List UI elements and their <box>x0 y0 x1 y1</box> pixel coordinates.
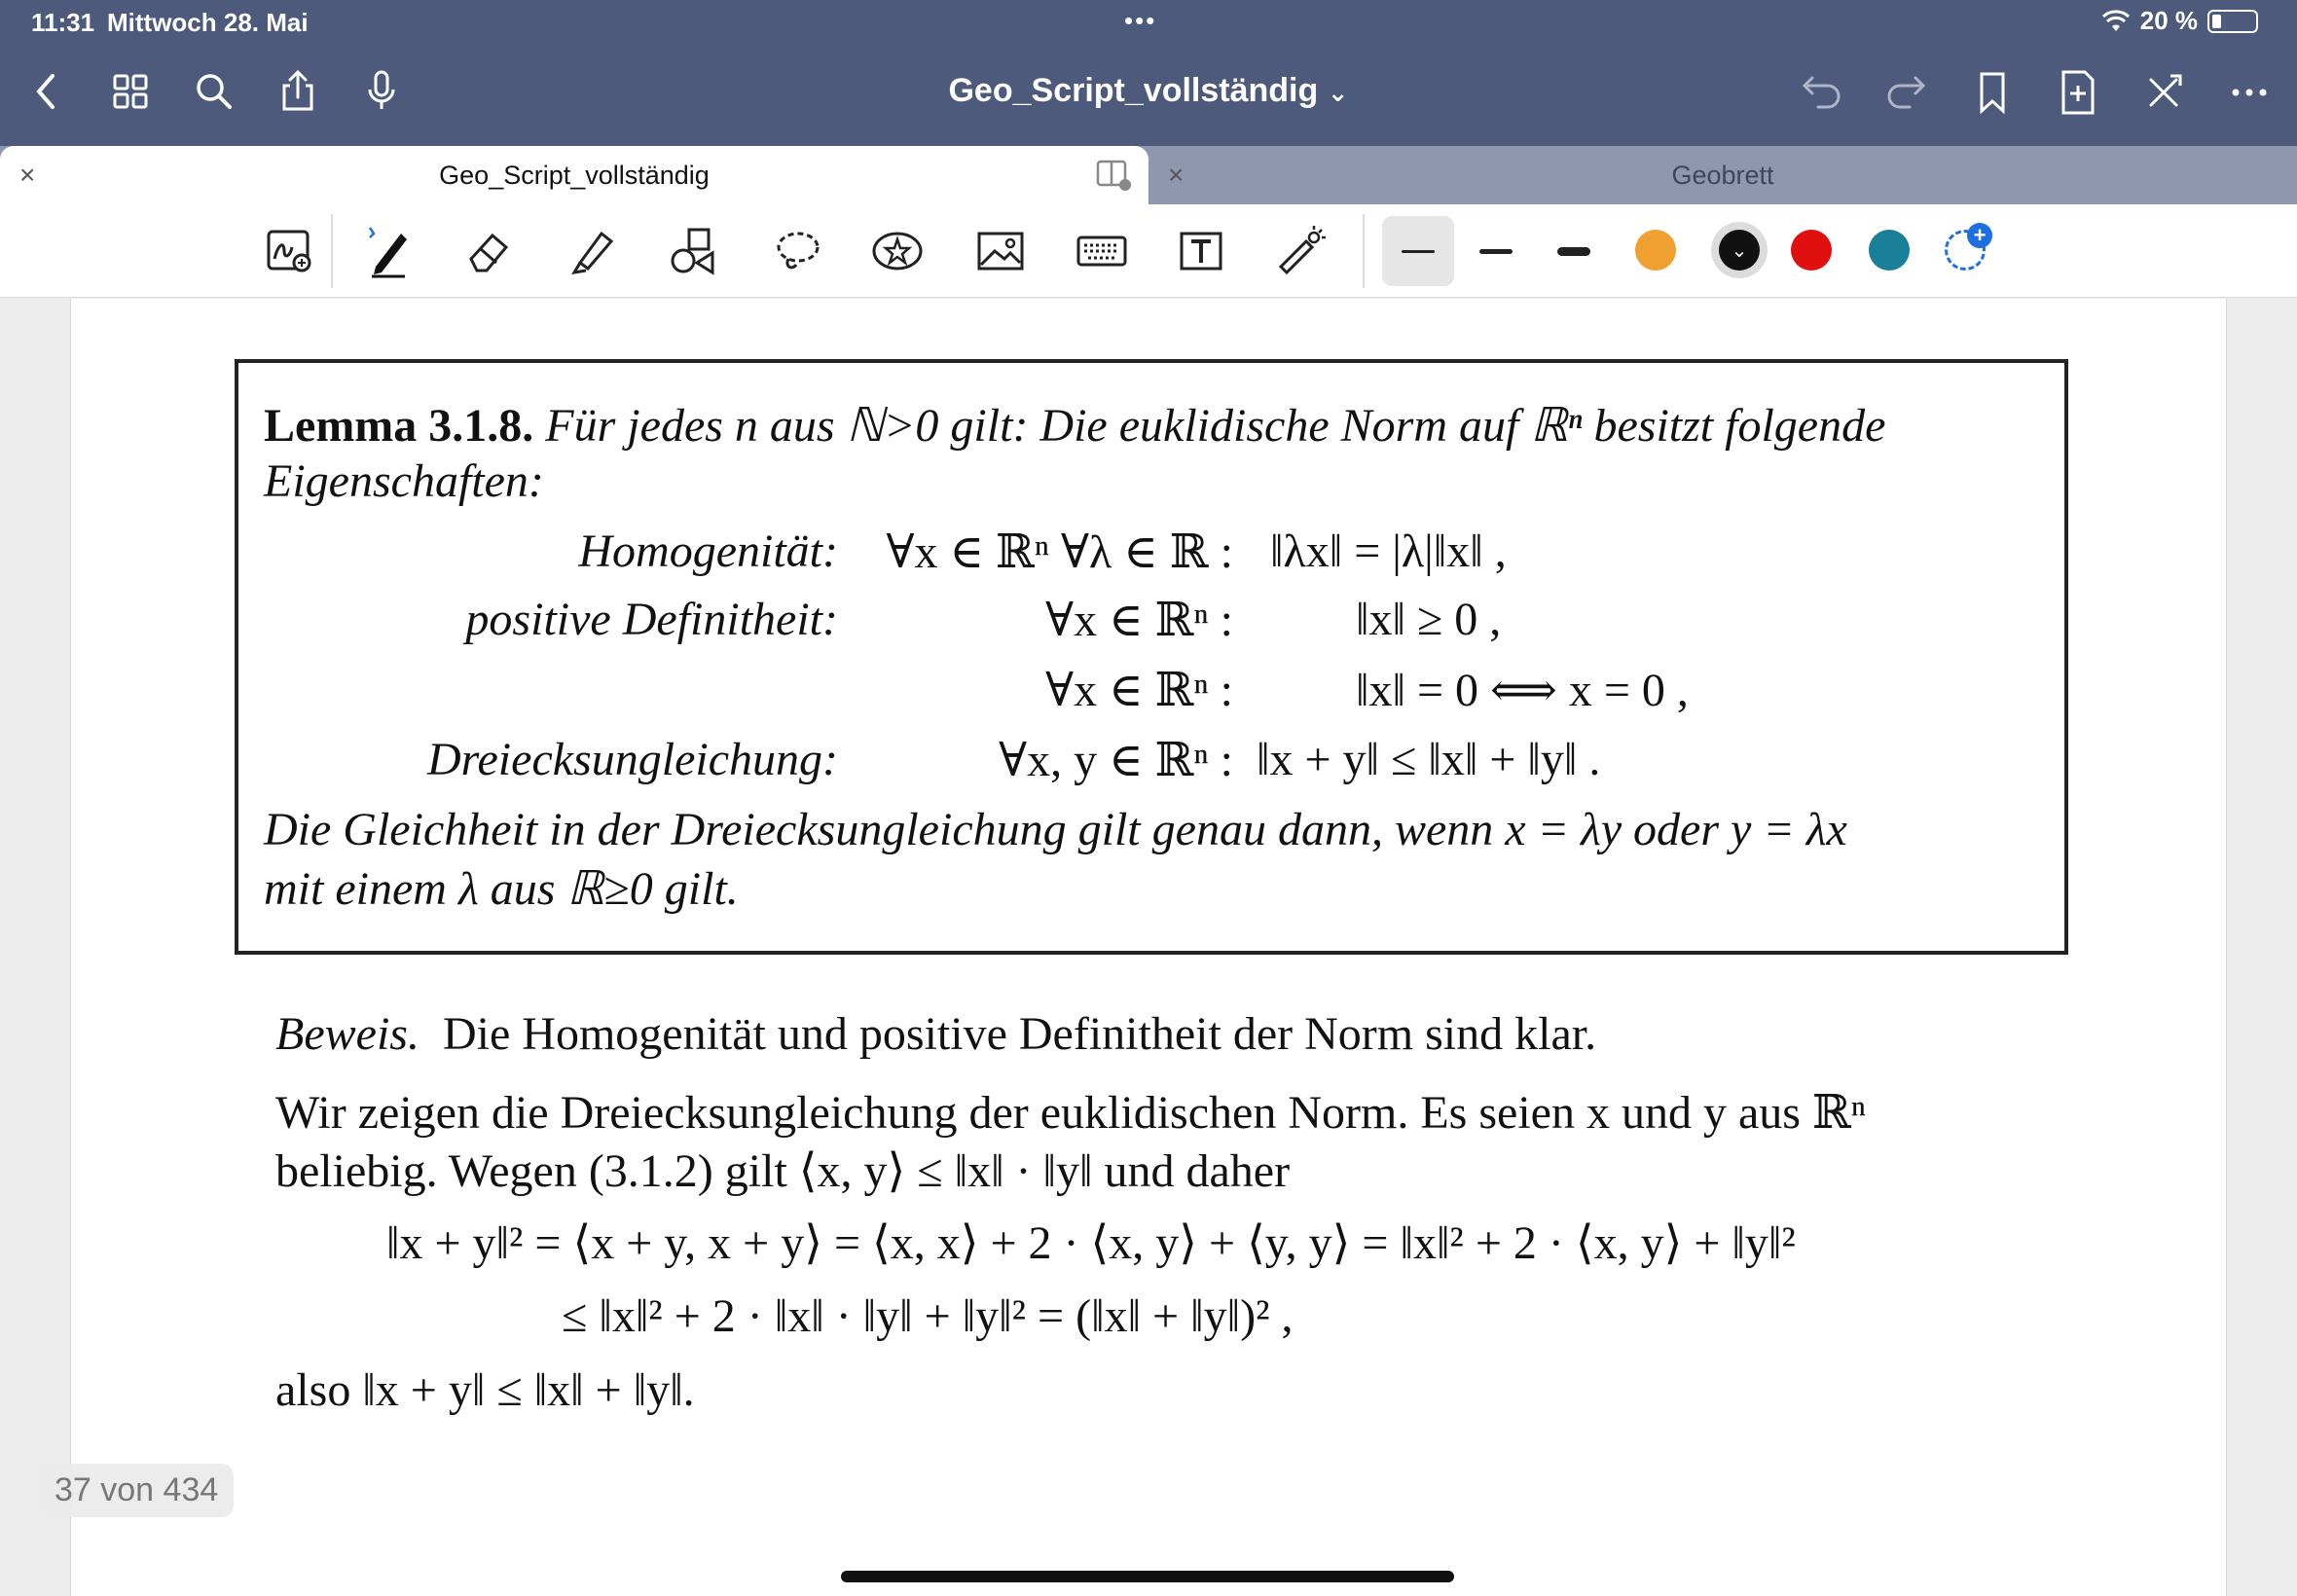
document-viewport[interactable] <box>0 299 2297 1596</box>
proof-line-3: beliebig. Wegen (3.1.2) gilt ⟨x, y⟩ ≤ ‖x‖ · ‖y‖ und daher <box>275 1145 1291 1197</box>
property-formula: ‖λx‖ = |λ|‖x‖ , <box>1270 526 1507 577</box>
bookmark-icon[interactable] <box>1964 64 2021 121</box>
stroke-medium-icon <box>1479 249 1513 254</box>
split-view-icon[interactable] <box>1094 158 1133 193</box>
document-title-text[interactable]: Geo_Script_vollständig <box>948 72 1319 109</box>
tab-label: Geobrett <box>1671 160 1774 190</box>
color-teal[interactable] <box>1869 230 1910 271</box>
color-black-selected[interactable] <box>1711 222 1768 278</box>
laser-pointer-icon[interactable] <box>1271 222 1330 280</box>
property-quantifier: ∀x ∈ ℝⁿ : <box>1045 665 1233 716</box>
pdf-page <box>70 299 2227 1596</box>
lemma-outro-line-2: mit einem λ aus ℝ≥0 gilt. <box>264 863 739 915</box>
property-name: positive Definitheit: <box>465 594 838 645</box>
battery-percent: 20 % <box>2139 6 2198 35</box>
stroke-thick-button[interactable] <box>1538 216 1610 286</box>
lemma-intro-line-1 <box>264 398 1885 453</box>
divider <box>331 214 333 288</box>
lemma-label: Lemma 3.1.8. <box>264 400 534 452</box>
close-icon[interactable]: × <box>1168 160 1185 190</box>
wifi-icon <box>2101 10 2131 33</box>
text-icon[interactable] <box>1172 222 1230 280</box>
undo-icon[interactable] <box>1793 64 1849 121</box>
top-bar <box>0 0 2297 146</box>
image-icon[interactable] <box>971 222 1030 280</box>
lemma-outro-line-1: Die Gleichheit in der Dreiecksungleichung gilt genau dann, wenn x = λy oder y = λx <box>264 804 1847 855</box>
stroke-thin-button[interactable] <box>1382 216 1454 286</box>
status-date: Mittwoch 28. Mai <box>107 8 309 37</box>
home-indicator[interactable] <box>841 1571 1454 1582</box>
stroke-medium-button[interactable] <box>1460 216 1532 286</box>
property-quantifier: ∀x ∈ ℝⁿ : <box>1045 595 1233 646</box>
tab-bar <box>0 146 2297 204</box>
conclusion-line: also ‖x + y‖ ≤ ‖x‖ + ‖y‖. <box>275 1364 695 1416</box>
sticker-icon[interactable] <box>868 222 927 280</box>
multitasking-dots[interactable]: ••• <box>1124 6 1157 35</box>
property-quantifier: ∀x, y ∈ ℝⁿ : <box>999 735 1233 786</box>
tab-geo-script[interactable] <box>0 146 1148 204</box>
more-icon[interactable] <box>2221 64 2278 121</box>
eraser-icon[interactable] <box>459 222 518 280</box>
equation-line-2: ≤ ‖x‖² + 2 · ‖x‖ · ‖y‖ + ‖y‖² = (‖x‖ + ‖y‖)² , <box>562 1290 1294 1342</box>
redo-icon[interactable] <box>1878 64 1935 121</box>
nav-right <box>1793 64 2278 121</box>
property-formula: ‖x + y‖ ≤ ‖x‖ + ‖y‖ . <box>1257 734 1601 785</box>
plus-icon: + <box>1967 223 1992 248</box>
keyboard-icon[interactable] <box>1073 222 1131 280</box>
lasso-icon[interactable] <box>769 222 827 280</box>
tab-geobrett[interactable] <box>1148 146 2297 204</box>
divider <box>1363 214 1365 288</box>
highlighter-icon[interactable] <box>563 222 621 280</box>
lemma-intro-line-2: Eigenschaften: <box>264 455 544 507</box>
tools-close-icon[interactable] <box>2135 64 2192 121</box>
battery-icon <box>2207 10 2258 33</box>
lemma-box <box>235 359 2068 955</box>
add-color-button[interactable] <box>1945 223 1987 271</box>
color-orange[interactable] <box>1635 230 1676 271</box>
stroke-thin-icon <box>1402 250 1435 253</box>
property-name: Dreiecksungleichung: <box>426 734 838 785</box>
property-formula: ‖x‖ ≥ 0 , <box>1356 594 1502 645</box>
add-page-icon[interactable] <box>2050 64 2106 121</box>
pen-lasso-icon[interactable] <box>261 222 319 280</box>
status-time: 11:31 <box>31 8 95 37</box>
property-formula: ‖x‖ = 0 ⟺ x = 0 , <box>1356 665 1689 716</box>
chevron-down-icon[interactable]: ⌄ <box>1327 78 1349 107</box>
property-quantifier: ∀x ∈ ℝⁿ ∀λ ∈ ℝ : <box>886 526 1233 578</box>
pen-icon[interactable] <box>360 222 419 280</box>
color-red[interactable] <box>1791 230 1832 271</box>
chevron-down-icon: ⌄ <box>1719 230 1760 271</box>
proof-label: Beweis. <box>275 1008 419 1060</box>
page-indicator[interactable]: 37 von 434 <box>39 1464 234 1517</box>
close-icon[interactable]: × <box>19 160 36 190</box>
shapes-icon[interactable] <box>666 222 724 280</box>
proof-line-2: Wir zeigen die Dreiecksungleichung der euklidischen Norm. Es seien x und y aus ℝⁿ <box>275 1087 1866 1139</box>
status-right <box>2101 6 2258 36</box>
property-name: Homogenität: <box>578 526 838 577</box>
stroke-thick-icon <box>1557 247 1590 256</box>
equation-line-1: ‖x + y‖² = ⟨x + y, x + y⟩ = ⟨x, x⟩ + 2 · ⟨x, y⟩ + ⟨y, y⟩ = ‖x‖² + 2 · ⟨x, y⟩ + ‖y‖² <box>386 1217 1796 1269</box>
proof-line-1-text: Die Homogenität und positive Definitheit der Norm sind klar. <box>442 1008 1597 1060</box>
annotation-toolbar <box>0 204 2297 298</box>
proof-line-1 <box>275 1007 1596 1061</box>
lemma-intro-text: Für jedes n aus ℕ>0 gilt: Die euklidische Norm auf ℝⁿ besitzt folgende <box>545 400 1886 452</box>
tab-label: Geo_Script_vollständig <box>439 160 710 190</box>
